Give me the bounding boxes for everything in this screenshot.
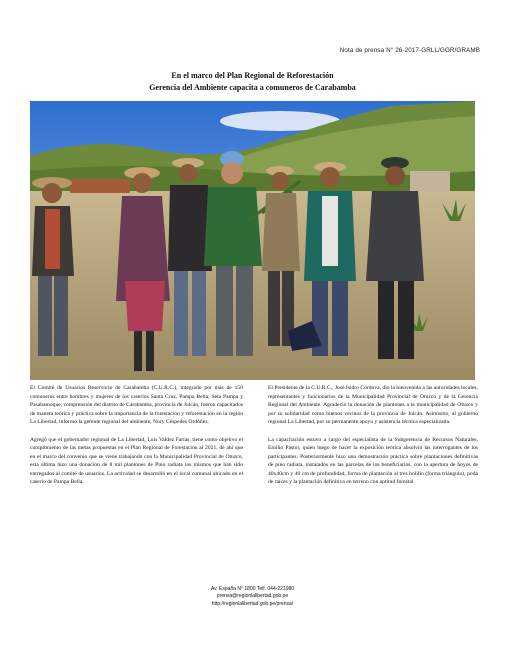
press-note-number: Nota de prensa N° 26-2017-GRLL/GGR/GRAMB: [339, 47, 480, 54]
footer-email: prensa@regionlalibertad.gob.pe: [216, 593, 289, 600]
footer-website: http://regionlalibertad.gob.pe/prensa/: [211, 600, 294, 607]
headline-line-1: En el marco del Plan Regional de Reforestación: [171, 71, 334, 80]
contact-footer: [30, 586, 475, 608]
paragraph: El Comité de Usuarios Reservorio de Carabamba (C.U.R.C.), integrado por más de 150 comuneros entre hombres y mujeres de los caseríos Santa Cruz, Pampa Bella, Seta Pampa y Pasabamoque, comprensión del distrito de Carabamba, provincia de Julcán, fueron capacitados de manera teórica y práctica sobre la importancia de la forestación y reforestación en la región La Libertad, informó la gerente regional del ambiente, Nury Céspedes Ordóñez.: [30, 385, 243, 426]
paragraph: El Presidente de la C.U.R.C., José Isidro Córdova, dio la bienvenida a las autoridades locales, representantes y funcionarios de la Municipalidad Provincial de Otuzco y de la Gerencia Regional del Ambiente. Agradeció la donación de plantones a la municipalidad de Otuzco y por su solidaridad como buenos vecinos de la provincia de Julcán. Asimismo, al gobierno regional La Libertad, por su permanente apoyo y asistencia técnica especializada.: [268, 385, 478, 426]
headline-line-2: Gerencia del Ambiente capacita a comuneros de Carabamba: [149, 83, 356, 92]
paragraph: La capacitación estuvo a cargo del especialista de la Subgerencia de Recursos Naturales, Emilio Pastor, quien luego de hacer la exposición teórica absolvió las interrogantes de los participantes. Posteriormente hizo una demostración práctica sobre plantaciones definitivas de pino radiata, instalados en las parcelas de los beneficiarios, con la apertura de hoyos de 40x40cm y 40 cm de profundidad, forma de plantación al tres bolillo (forma triángulo), poda de raíces y la plantación definitiva en terreno con aptitud forestal.: [268, 436, 478, 486]
body-column-right: [268, 384, 478, 496]
event-photo: [30, 101, 475, 380]
headline: [30, 70, 475, 94]
paragraph: Agregó que el gobernador regional de La Libertad, Luis Valdez Farías, tiene como objetivo el cumplimiento de las metas propuestas en el Plan Regional de Forestación al 2021, de ahí que en el marco del convenio que se viene trabajando con la Municipalidad Provincial de Otuzco, esta última hizo una donación de 8 mil plantones de Pino radiata los mismos que han sido entregados al comité de usuarios. La actividad se desarrolló en el local comunal ubicado en el caserío de Pampa Bella.: [30, 436, 243, 486]
body-column-left: [30, 384, 243, 496]
footer-address: Av. España N° 1800 Telf. 044-221980: [210, 586, 295, 592]
